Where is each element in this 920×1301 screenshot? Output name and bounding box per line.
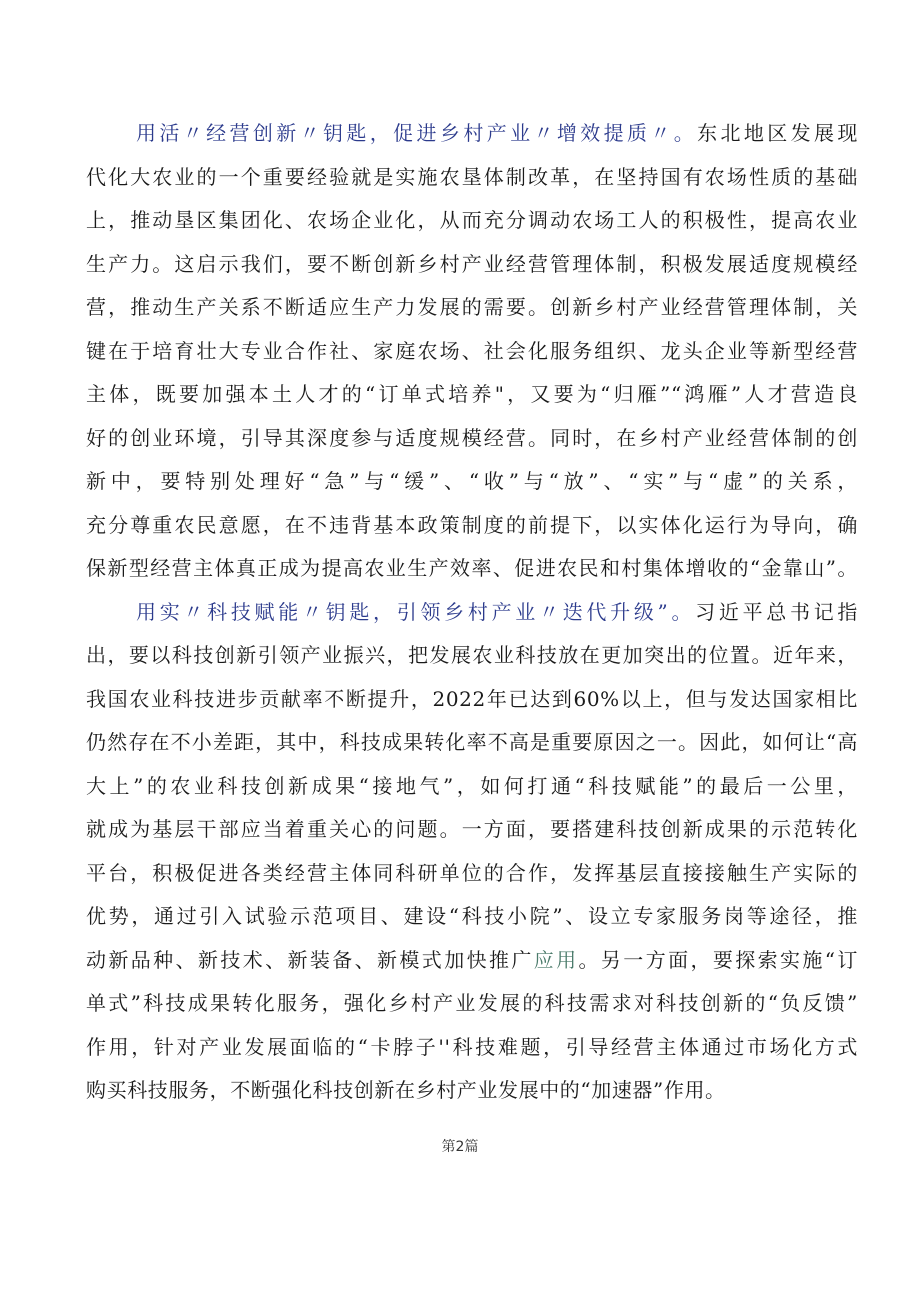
paragraph-2-line-6: 就成为基层干部应当着重关心的问题。一方面，要搭建科技创新成果的示范转化 (86, 817, 858, 841)
paragraph-2-line-9-before: 动新品种、新技术、新装备、新模式加快推广 (86, 948, 534, 972)
paragraph-1-line-4: 生产力。这启示我们，要不断创新乡村产业经营管理体制，积极发展适度规模经 (86, 252, 858, 276)
paragraph-1-heading: 用活〃经营创新〃钥匙，促进乡村产业〃增效提质〃。 (136, 121, 698, 145)
paragraph-2-line-7: 平台，积极促进各类经营主体同科研单位的合作，发挥基层直接接触生产实际的 (86, 861, 858, 885)
paragraph-2-line-5: 大上”的农业科技创新成果“接地气”，如何打通“科技赋能”的最后一公里， (86, 774, 858, 798)
paragraph-2-line-10: 单式”科技成果转化服务，强化乡村产业发展的科技需求对科技创新的“负反馈” (86, 991, 858, 1015)
paragraph-2-line-11: 作用，针对产业发展面临的“卡脖子''科技难题，引导经营主体通过市场化方式 (86, 1035, 858, 1059)
paragraph-2-line-9 (86, 942, 858, 978)
paragraph-1-line-9: 新中，要特别处理好“急”与“缓”、“收”与“放”、“实”与“虚”的关系， (86, 469, 858, 493)
paragraph-1-line-7: 主体，既要加强本土人才的“订单式培养"，又要为“归雁”“鸿雁”人才营造良 (86, 382, 858, 406)
paragraph-2-line-8: 优势，通过引入试验示范项目、建设“科技小院”、设立专家服务岗等途径，推 (86, 904, 858, 928)
page-footer-label: 第2篇 (441, 1139, 479, 1155)
paragraph-2-line-3: 我国农业科技进步贡献率不断提升，2022年已达到60%以上，但与发达国家相比 (86, 687, 858, 711)
paragraph-1-line-6: 键在于培育壮大专业合作社、家庭农场、社会化服务组织、龙头企业等新型经营 (86, 339, 858, 363)
paragraph-1-line-10: 充分尊重农民意愿，在不违背基本政策制度的前提下，以实体化运行为导向，确 (86, 513, 858, 537)
paragraph-2-line-2: 出，要以科技创新引领产业振兴，把发展农业科技放在更加突出的位置。近年来， (86, 643, 858, 667)
paragraph-1-line-8: 好的创业环境，引导其深度参与适度规模经营。同时，在乡村产业经营体制的创 (86, 426, 858, 450)
paragraph-2-heading: 用实〃科技赋能〃钥匙，引领乡村产业〃迭代升级”。 (136, 600, 696, 624)
paragraph-2-line-9-after: 。另一方面，要探索实施“订 (578, 948, 858, 972)
paragraph-2-line-1-text: 习近平总书记指 (695, 600, 858, 624)
inline-link-text: 应用 (533, 948, 579, 972)
paragraph-2-line-4: 仍然存在不小差距，其中，科技成果转化率不高是重要原因之一。因此，如何让“高 (86, 730, 858, 754)
paragraph-1-line-11: 保新型经营主体真正成为提高农业生产效率、促进农民和村集体增收的“金靠山”。 (86, 556, 858, 580)
paragraph-1-line-5: 营，推动生产关系不断适应生产力发展的需要。创新乡村产业经营管理体制，关 (86, 295, 858, 319)
paragraph-2-line-1 (136, 594, 858, 630)
paragraph-2-line-12: 购买科技服务，不断强化科技创新在乡村产业发展中的“加速器”作用。 (86, 1078, 726, 1102)
paragraph-1-line-1 (136, 115, 858, 151)
paragraph-1-line-1-text: 东北地区发展现 (697, 121, 858, 145)
paragraph-1-line-3: 上，推动垦区集团化、农场企业化，从而充分调动农场工人的积极性，提高农业 (86, 208, 858, 232)
paragraph-1-line-2: 代化大农业的一个重要经验就是实施农垦体制改革，在坚持国有农场性质的基础 (86, 165, 858, 189)
